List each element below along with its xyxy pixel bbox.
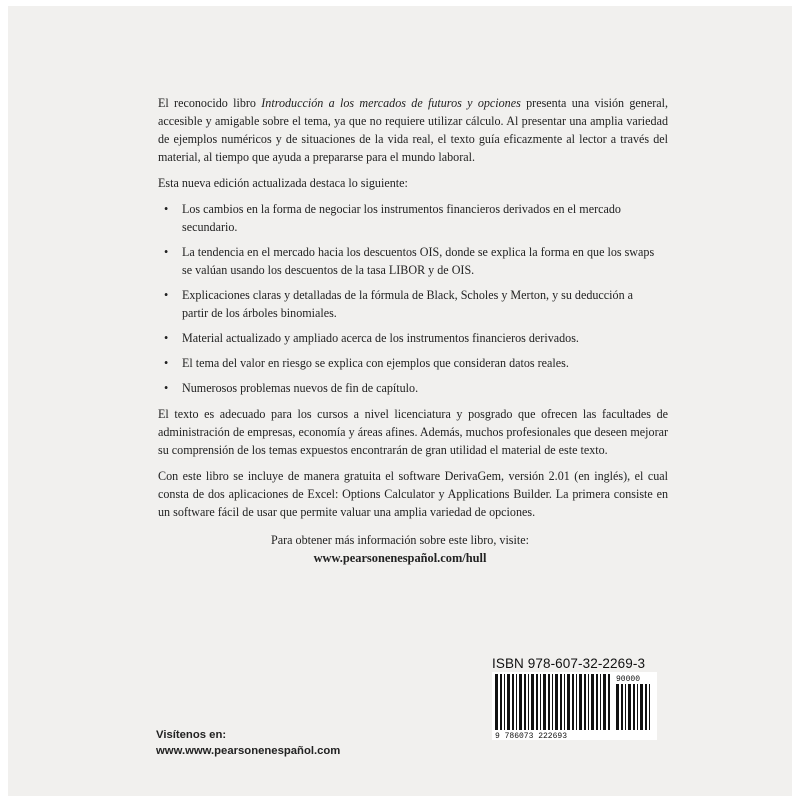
highlights-intro: Esta nueva edición actualizada destaca lo siguiente: [158,176,408,190]
audience-paragraph: El texto es adecuado para los cursos a nivel licenciatura y posgrado que ofrecen las facultades de administración de empresas, economía y áreas afines. Además, muchos profesionales que deseen mejorar su comprensión de los temas expuestos encontrarán de gran utilidad el material de este texto. [158,407,668,457]
bullet-icon: • [164,356,169,370]
back-cover [8,6,792,796]
highlight-item [158,286,658,322]
highlight-text: La tendencia en el mercado hacia los descuentos OIS, donde se explica la forma en que los swaps se valúan usando los descuentos de la tasa LIBOR y de OIS. [182,245,655,277]
barcode-bar [608,674,610,730]
highlight-text: Material actualizado y ampliado acerca de los instrumentos financieros derivados. [182,331,579,345]
highlight-item [158,243,658,279]
bullet-icon: • [164,331,169,345]
barcode-bar [564,674,565,730]
barcode-bar [596,674,598,730]
barcode-bar [528,674,529,730]
barcode-bar [576,674,577,730]
highlight-text: Numerosos problemas nuevos de fin de capítulo. [182,381,419,395]
software-paragraph: Con este libro se incluye de manera gratuita el software DerivaGem, versión 2.01 (en inglés), el cual consta de dos aplicaciones de Excel: Options Calculator y Applications Builder. La primera consiste en un software fácil de usar que permite valuar una amplia variedad de opciones. [158,469,668,519]
barcode-bar [552,674,553,730]
barcode-bar [516,674,517,730]
intro-text-end: presenta una visión general, accesible y amigable sobre el tema, ya que no requiere utilizar cálculo. Al presentar una amplia variedad de ejemplos numéricos y de situaciones de la vida real, el texto guía eficazmente al lector a través del material, al tiempo que ayuda a prepararse para el mundo laboral. [158,96,668,164]
highlight-item [158,354,658,372]
description-block [158,94,668,529]
barcode-main-digits: 9 786073 222693 [495,732,568,740]
barcode-bar [640,684,643,730]
bullet-icon: • [164,245,169,259]
barcode-bar [495,674,498,730]
barcode-bar [567,674,570,730]
barcode-bar [507,674,510,730]
highlight-text: El tema del valor en riesgo se explica con ejemplos que consideran datos reales. [182,356,569,370]
bullet-icon: • [164,381,169,395]
barcode-bar [560,674,562,730]
barcode-bar [548,674,550,730]
highlight-text: Explicaciones claras y detalladas de la fórmula de Black, Scholes y Merton, y su deducción a partir de los árboles binomiales. [182,288,634,320]
barcode-bar [600,674,601,730]
barcode-bar [519,674,522,730]
barcode-bar [540,674,541,730]
barcode-bar [616,684,619,730]
barcode-bar [588,674,589,730]
intro-paragraph [158,94,668,166]
highlight-text: Los cambios en la forma de negociar los instrumentos financieros derivados en el mercado secundario. [182,202,621,234]
publisher-website-link[interactable]: www.www.pearsonenespañol.com [156,745,341,757]
barcode-graphic [492,672,657,740]
barcode-bar [572,674,574,730]
barcode [492,672,657,740]
book-website-link[interactable]: www.pearsonenespañol.com/hull [313,551,487,565]
highlight-item [158,329,658,347]
barcode-bar [504,674,505,730]
barcode-bar [625,684,626,730]
highlights-list [158,200,668,397]
barcode-addon-digits: 90000 [616,675,641,684]
barcode-bar [579,674,582,730]
isbn-label: ISBN 978-607-32-2269-3 [492,656,646,671]
highlight-item [158,200,658,236]
barcode-bar [603,674,606,730]
barcode-bar [531,674,534,730]
bullet-icon: • [164,288,169,302]
barcode-bar [543,674,546,730]
barcode-addon-bars [616,684,650,730]
bullet-icon: • [164,202,169,216]
barcode-bar [512,674,514,730]
barcode-bar [628,684,631,730]
barcode-bar [500,674,502,730]
barcode-bar [637,684,638,730]
barcode-bar [633,684,635,730]
barcode-bar [536,674,538,730]
barcode-bar [649,684,650,730]
visit-heading: Visítenos en: [156,729,227,741]
barcode-bar [621,684,623,730]
barcode-main-bars [495,674,610,730]
barcode-bar [555,674,558,730]
barcode-bar [524,674,526,730]
publisher-visit-block [156,727,340,759]
highlight-item [158,379,658,397]
barcode-bar [645,684,647,730]
more-info-text: Para obtener más información sobre este libro, visite: [271,533,529,547]
book-title: Introducción a los mercados de futuros y opciones [261,96,521,110]
barcode-bar [591,674,594,730]
barcode-bar [584,674,586,730]
intro-text-start: El reconocido libro [158,96,262,110]
